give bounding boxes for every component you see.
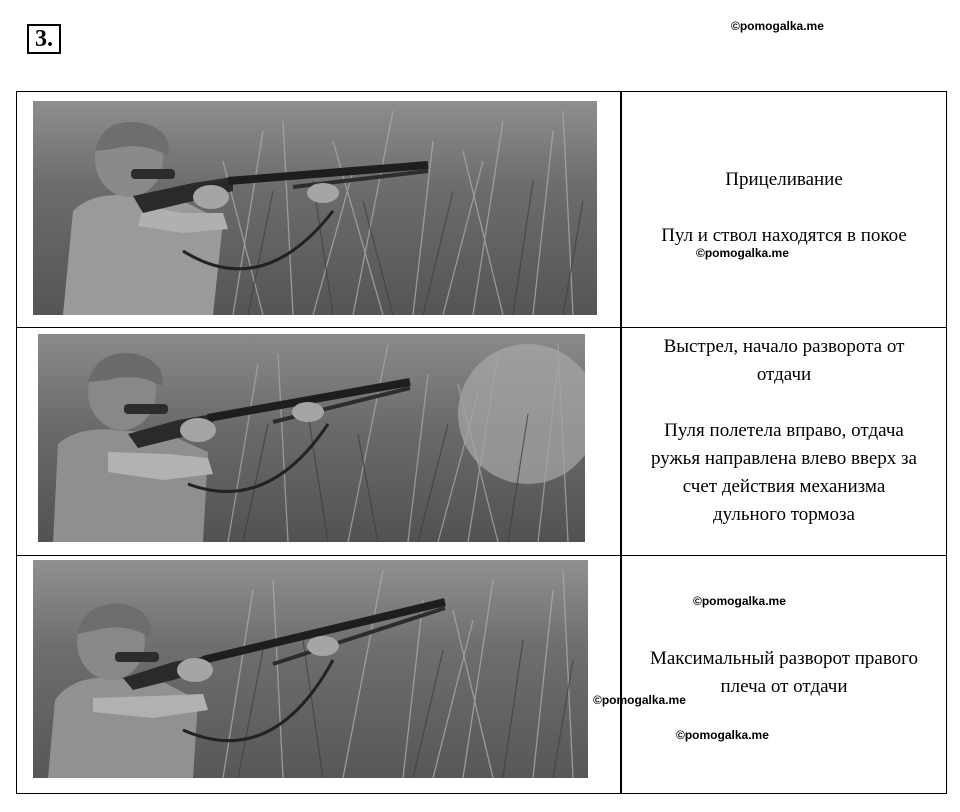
description-aiming — [621, 166, 947, 250]
shooter-aiming-image — [33, 101, 597, 315]
shooter-recoil-image — [33, 560, 588, 778]
table-row-shot — [17, 328, 946, 556]
detail-shot-line1: Пуля полетела вправо, отдача — [664, 420, 904, 441]
caption-shot-line2: отдачи — [756, 364, 812, 385]
detail-shot-line3: счет действия механизма — [682, 476, 886, 497]
photo-aiming — [33, 101, 597, 315]
watermark: ©pomogalka.me — [676, 728, 769, 742]
problem-number: 3. — [27, 24, 61, 54]
detail-shot-line2: ружья направлена влево вверх за — [651, 448, 917, 469]
watermark: ©pomogalka.me — [731, 19, 824, 33]
caption-max-turn-line1: Максимальный разворот правого — [649, 648, 919, 669]
caption-aiming: Прицеливание — [725, 169, 843, 190]
caption-max-turn-line2: плеча от отдачи — [720, 676, 848, 697]
watermark: ©pomogalka.me — [593, 693, 686, 707]
detail-shot-line4: дульного тормоза — [713, 504, 855, 525]
description-shot — [621, 333, 947, 529]
figure-table — [16, 91, 947, 794]
table-row-max-turn — [17, 556, 946, 795]
detail-aiming: Пул и ствол находятся в покое — [661, 225, 907, 246]
watermark: ©pomogalka.me — [696, 246, 789, 260]
photo-shot — [38, 334, 585, 542]
shooter-firing-image — [38, 334, 585, 542]
watermark: ©pomogalka.me — [693, 594, 786, 608]
photo-max-turn — [33, 560, 588, 778]
caption-shot-line1: Выстрел, начало разворота от — [663, 336, 905, 357]
table-row-aiming — [17, 92, 946, 328]
